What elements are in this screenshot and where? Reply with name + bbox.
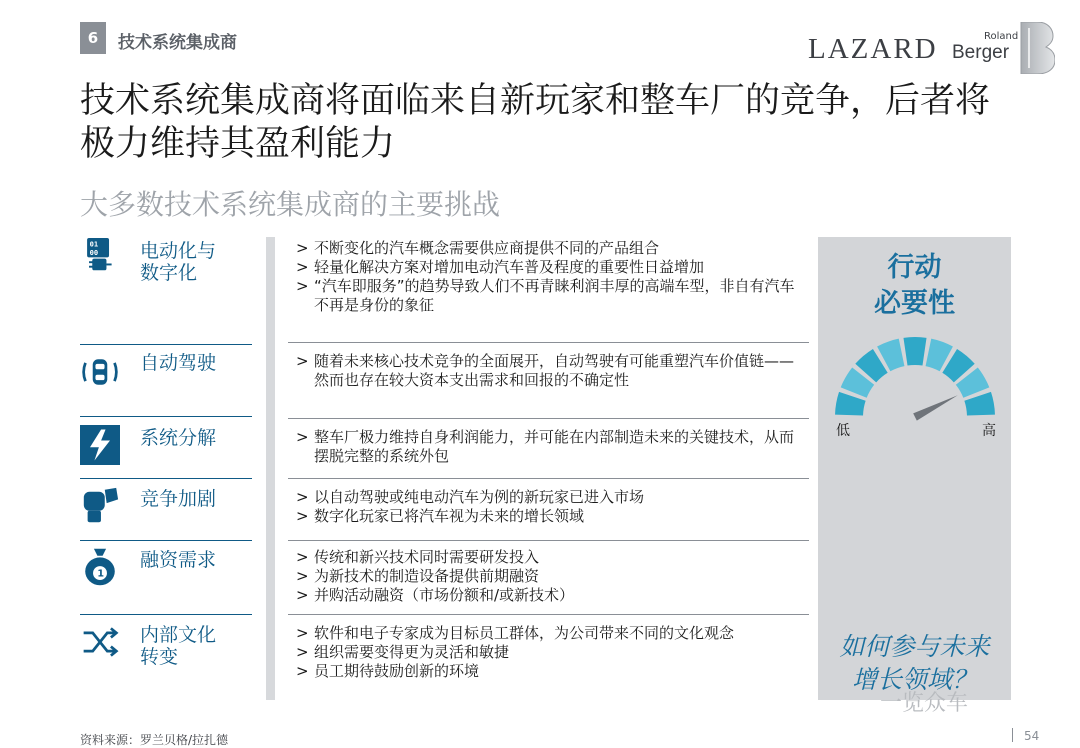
gauge-segment <box>903 337 926 366</box>
roland-berger-logo-berger: Berger <box>952 42 1010 63</box>
money-bag-icon <box>80 547 120 587</box>
bullet-item: > 传统和新兴技术同时需要研发投入 <box>296 548 806 567</box>
column-divider <box>266 237 275 700</box>
panel-heading-line: 行动 <box>887 252 942 283</box>
row-label-financing: 融资需求 <box>140 549 217 571</box>
roland-berger-logo-roland: Roland <box>984 31 1019 42</box>
bullet-item: > 整车厂极力维持自身利润能力，并可能在内部制造未来的关键技术，从而摆脱完整的系统外包 <box>296 428 806 466</box>
row-label-autonomous: 自动驾驶 <box>140 352 217 374</box>
panel-heading-line: 必要性 <box>874 288 955 319</box>
lazard-logo: LAZARD <box>808 33 938 65</box>
gauge-needle <box>913 395 958 420</box>
row-label-line: 内部文化 <box>140 624 217 646</box>
section-number: 6 <box>80 22 106 54</box>
bullet-item: > 不断变化的汽车概念需要供应商提供不同的产品组合 <box>296 239 806 258</box>
row-label-line: 转变 <box>140 646 179 668</box>
digital-plug-icon <box>80 238 120 278</box>
panel-question-line: 增长领域？ <box>851 665 977 694</box>
bullet-item: > 员工期待鼓励创新的环境 <box>296 662 806 681</box>
bullet-item: > 为新技术的制造设备提供前期融资 <box>296 567 806 586</box>
row-label-electrification <box>140 240 216 284</box>
row-label-system-breakdown: 系统分解 <box>140 427 217 449</box>
gauge-meter <box>830 325 1000 425</box>
bullet-item: > 轻量化解决方案对增加电动汽车普及程度的重要性日益增加 <box>296 258 806 277</box>
row-separator <box>288 540 809 541</box>
bullet-list <box>296 352 806 390</box>
row-label-culture <box>140 624 216 668</box>
svg-text:01: 01 <box>89 239 99 249</box>
panel-heading <box>818 250 1011 322</box>
bullet-list <box>296 428 806 466</box>
row-separator <box>288 418 809 419</box>
page-number-divider <box>1012 728 1013 742</box>
row-separator <box>80 416 252 417</box>
bullet-list <box>296 488 806 526</box>
bullet-item: > 数字化玩家已将汽车视为未来的增长领域 <box>296 507 806 526</box>
page-number: 54 <box>1024 729 1040 743</box>
section-title: 技术系统集成商 <box>118 33 237 53</box>
roland-berger-b-mark-icon <box>1019 22 1055 74</box>
row-separator <box>288 478 809 479</box>
autonomous-car-icon <box>80 352 120 392</box>
row-separator <box>80 614 252 615</box>
bullet-item: > 以自动驾驶或纯电动汽车为例的新玩家已进入市场 <box>296 488 806 507</box>
crossing-arrows-icon <box>80 622 120 662</box>
svg-text:1: 1 <box>97 568 105 580</box>
bullet-list <box>296 624 806 681</box>
row-separator <box>80 478 252 479</box>
bullet-item: > 随着未来核心技术竞争的全面展开，自动驾驶有可能重塑汽车价值链——然而也存在较大资本支出需求和回报的不确定性 <box>296 352 806 390</box>
source-note: 资料来源：罗兰贝格/拉扎德 <box>80 733 229 747</box>
row-separator <box>288 342 809 343</box>
gauge-high-label: 高 <box>982 423 996 439</box>
bullet-item: > 组织需要变得更为灵活和敏捷 <box>296 643 806 662</box>
row-separator <box>80 344 252 345</box>
boxing-glove-icon <box>80 486 120 526</box>
bullet-list <box>296 548 806 605</box>
row-label-line: 数字化 <box>140 262 198 284</box>
svg-text:00: 00 <box>89 247 99 257</box>
row-separator <box>80 540 252 541</box>
row-label-competition: 竞争加剧 <box>140 488 217 510</box>
bullet-item: > “汽车即服务”的趋势导致人们不再青睐利润丰厚的高端车型，非自有汽车不再是身份的象征 <box>296 277 806 315</box>
page-subtitle: 大多数技术系统集成商的主要挑战 <box>80 188 501 221</box>
page-title: 技术系统集成商将面临来自新玩家和整车厂的竞争，后者将极力维持其盈利能力 <box>80 81 991 164</box>
lightning-icon <box>80 425 120 465</box>
bullet-item: > 软件和电子专家成为目标员工群体，为公司带来不同的文化观念 <box>296 624 806 643</box>
gauge-low-label: 低 <box>836 423 850 439</box>
watermark: 一览众车 <box>880 691 969 716</box>
row-label-line: 电动化与 <box>140 240 217 262</box>
bullet-list <box>296 239 806 315</box>
row-separator <box>288 614 809 615</box>
bullet-item: > 并购活动融资（市场份额和/或新技术） <box>296 586 806 605</box>
panel-question-line: 如何参与未来 <box>839 632 990 661</box>
